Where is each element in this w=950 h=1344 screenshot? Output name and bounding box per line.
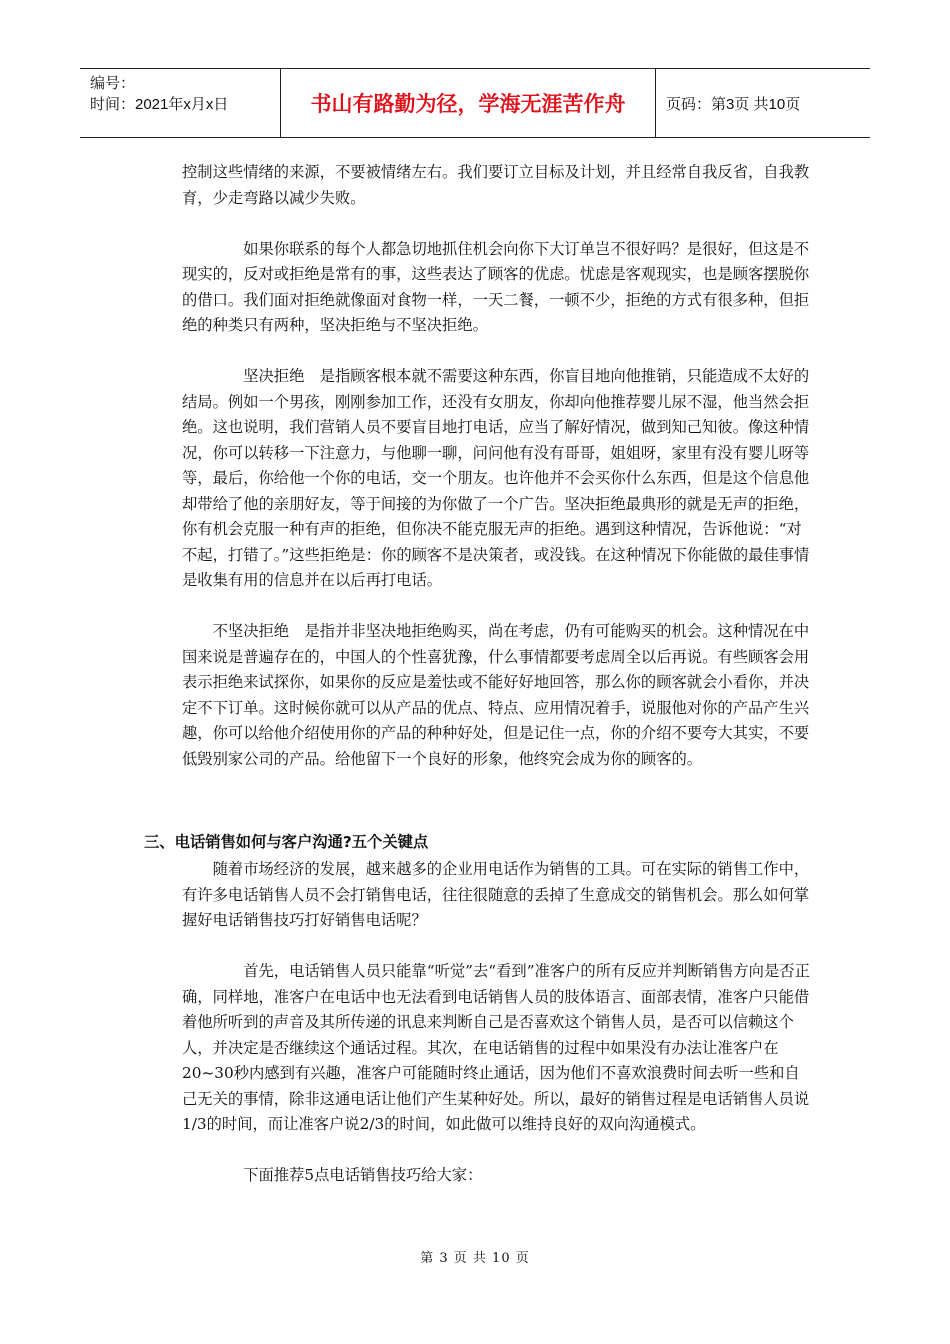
document-number-label: 编号： — [90, 75, 136, 92]
paragraph-3: 坚决拒绝 是指顾客根本就不需要这种东西，你盲目地向他推销，只能造成不太好的结局。例如一个男孩，刚刚参加工作，还没有女朋友，你却向他推荐婴儿尿不湿，他当然会拒绝。这也说明，我们营销人员不要盲目地打电话，应当了解好情况，做到知己知彼。像这种情况，你可以转移一下注意力，与他聊一聊，问问他有没有哥哥，姐姐呀，家里有没有婴儿呀等等，最后，你给他一个你的电话，交一个朋友。也许他并不会买你什么东西，但是这个信息他却带给了他的亲朋好友，等于间接的为你做了一个广告。坚决拒绝最典形的就是无声的拒绝，你有机会克服一种有声的拒绝，但你决不能克服无声的拒绝。遇到这种情况，告诉他说：“对不起，打错了。”这些拒绝是：你的顾客不是决策者，或没钱。在这种情况下你能做的最佳事情是收集有用的信息并在以后再打电话。 — [182, 367, 810, 589]
document-header — [80, 68, 870, 138]
paragraph-1: 控制这些情绪的来源，不要被情绪左右。我们要订立目标及计划，并且经常自我反省，自我教育，少走弯路以减少失败。 — [182, 163, 810, 207]
document-date: 时间：2021年x月x日 — [90, 96, 229, 113]
paragraph-5: 随着市场经济的发展，越来越多的企业用电话作为销售的工具。可在实际的销售工作中，有许多电话销售人员不会打销售电话，往往很随意的丢掉了生意成交的销售机会。那么如何掌握好电话销售技巧打好销售电话呢？ — [182, 860, 810, 929]
body-text-section-2 — [182, 857, 810, 1189]
body-text-section-1 — [182, 160, 810, 772]
header-motto: 书山有路勤为径，学海无涯苦作舟 — [281, 69, 656, 137]
paragraph-7: 下面推荐5点电话销售技巧给大家： — [243, 1166, 483, 1184]
paragraph-2: 如果你联系的每个人都急切地抓住机会向你下大订单岂不很好吗？是很好，但这是不现实的，反对或拒绝是常有的事，这些表达了顾客的优虑。忧虑是客观现实，也是顾客摆脱你的借口。我们面对拒绝就像面对食物一样，一天二餐，一顿不少，拒绝的方式有很多种，但拒绝的种类只有两种，坚决拒绝与不坚决拒绝。 — [182, 239, 810, 334]
header-page-info: 页码：第3页 共10页 — [666, 95, 801, 113]
paragraph-4: 不坚决拒绝 是指并非坚决地拒绝购买，尚在考虑，仍有可能购买的机会。这种情况在中国来说是普遍存在的，中国人的个性喜犹豫，什么事情都要考虑周全以后再说。有些顾客会用表示拒绝来试探你，如果你的反应是羞怯或不能好好地回答，那么你的顾客就会小看你，并决定不下订单。这时候你就可以从产品的优点、特点、应用情况着手，说服他对你的产品产生兴趣，你可以给他介绍使用你的产品的种种好处，但是记住一点，你的介绍不要夸大其实，不要低毁别家公司的产品。给他留下一个良好的形象，他终究会成为你的顾客的。 — [182, 622, 810, 768]
page-footer: 第 3 页 共 10 页 — [420, 1251, 530, 1266]
paragraph-6: 首先，电话销售人员只能靠“听觉”去“看到”准客户的所有反应并判断销售方向是否正确，同样地，准客户在电话中也无法看到电话销售人员的肢体语言、面部表情，准客户只能借着他所听到的声音及其所传递的讯息来判断自己是否喜欢这个销售人员，是否可以信赖这个人，并决定是否继续这个通话过程。其次，在电话销售的过程中如果没有办法让准客户在20~30秒内感到有兴趣，准客户可能随时终止通话，因为他们不喜欢浪费时间去听一些和自己无关的事情，除非这通电话让他们产生某种好处。所以，最好的销售过程是电话销售人员说1/3的时间，而让准客户说2/3的时间，如此做可以维持良好的双向沟通模式。 — [182, 962, 810, 1133]
section-heading: 三、电话销售如何与客户沟通?五个关键点 — [144, 833, 429, 851]
header-meta — [80, 69, 281, 137]
